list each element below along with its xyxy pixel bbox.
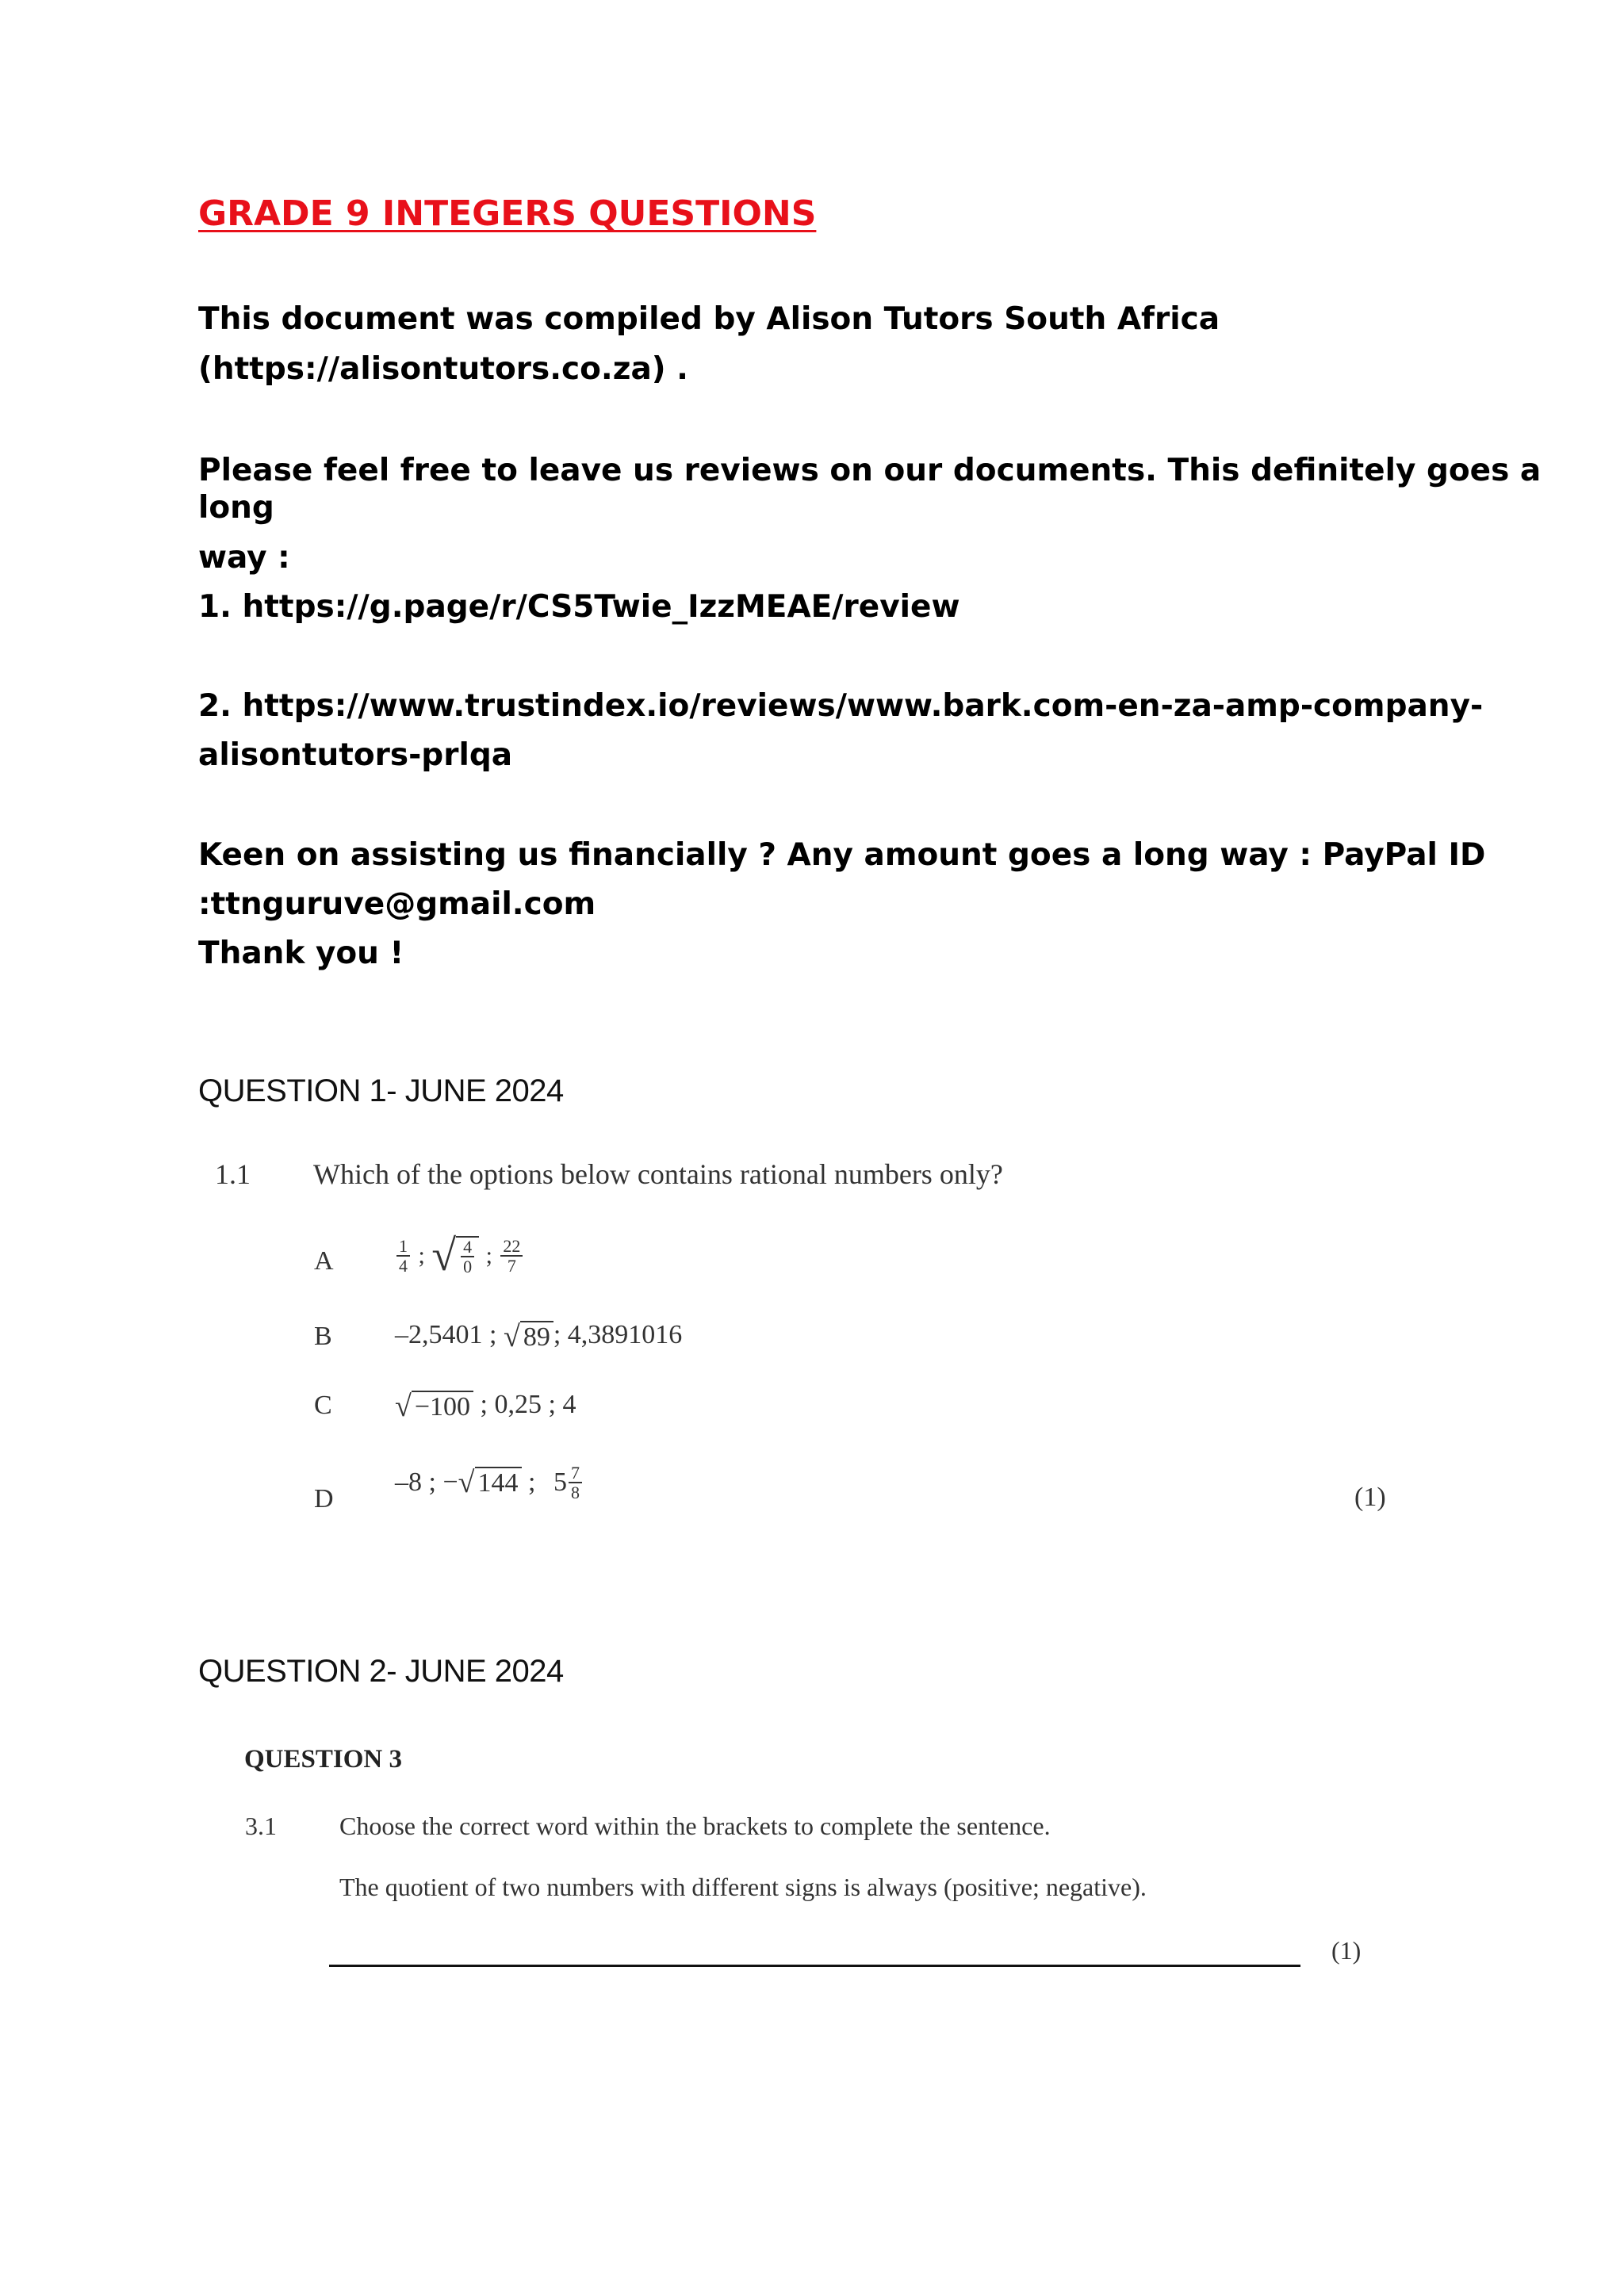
question-1-number: 1.1 [215,1158,251,1190]
option-b-letter: B [314,1322,332,1351]
review-link-2b[interactable]: alisontutors-prlqa [198,737,513,773]
question-3-1-sentence: The quotient of two numbers with different signs is always (positive; negative). [339,1873,1147,1901]
option-c-letter: C [314,1391,332,1420]
question-1-heading: QUESTION 1- JUNE 2024 [198,1073,564,1108]
donate-line-2: :ttnguruve@gmail.com [198,886,596,922]
question-1-mark: (1) [1354,1483,1386,1512]
question-3-1-number: 3.1 [245,1812,277,1840]
question-3-subheading: QUESTION 3 [244,1745,402,1774]
option-a-root: √ $\frac{4}{0}$ [431,1230,479,1281]
option-d-content: –8 ; −√ 144 ; 5 $\frac{7}{8}$ [395,1464,584,1502]
option-a-fraction-3: $\frac{22}{7}$ [500,1237,523,1275]
option-a-fraction-1: $\frac{1}{4}$ [396,1237,410,1275]
intro-line-4: long [198,490,274,526]
intro-line-5: way : [198,540,290,576]
option-a-letter: A [314,1246,334,1276]
review-link-1[interactable]: 1. https://g.page/r/CS5Twie_IzzMEAE/review [198,589,960,625]
option-a-content: $\frac{1}{4}$ ; √ $\frac{4}{0}$ ; $\frac{22}{7}$ [395,1230,524,1281]
question-2-heading: QUESTION 2- JUNE 2024 [198,1654,564,1689]
review-link-2a[interactable]: 2. https://www.trustindex.io/reviews/www.bark.com-en-za-amp-company- [198,688,1484,724]
option-c-content: √ −100 ; 0,25 ; 4 [395,1389,576,1423]
thanks-line: Thank you ! [198,936,404,971]
intro-line-2: (https://alisontutors.co.za) . [198,351,688,387]
intro-line-3: Please feel free to leave us reviews on our documents. This definitely goes a [198,453,1542,488]
answer-line[interactable] [329,1965,1300,1967]
intro-line-1: This document was compiled by Alison Tutors South Africa [198,301,1220,337]
question-1-text: Which of the options below contains rational numbers only? [313,1158,1003,1190]
option-b-content: –2,5401 ; √ 89 ; 4,3891016 [395,1319,683,1353]
question-3-1-instruction: Choose the correct word within the brackets to complete the sentence. [339,1812,1051,1840]
donate-line-1: Keen on assisting us financially ? Any amount goes a long way : PayPal ID [198,837,1486,873]
question-3-1-mark: (1) [1331,1936,1362,1965]
option-d-letter: D [314,1484,334,1513]
document-title: GRADE 9 INTEGERS QUESTIONS [198,193,817,234]
